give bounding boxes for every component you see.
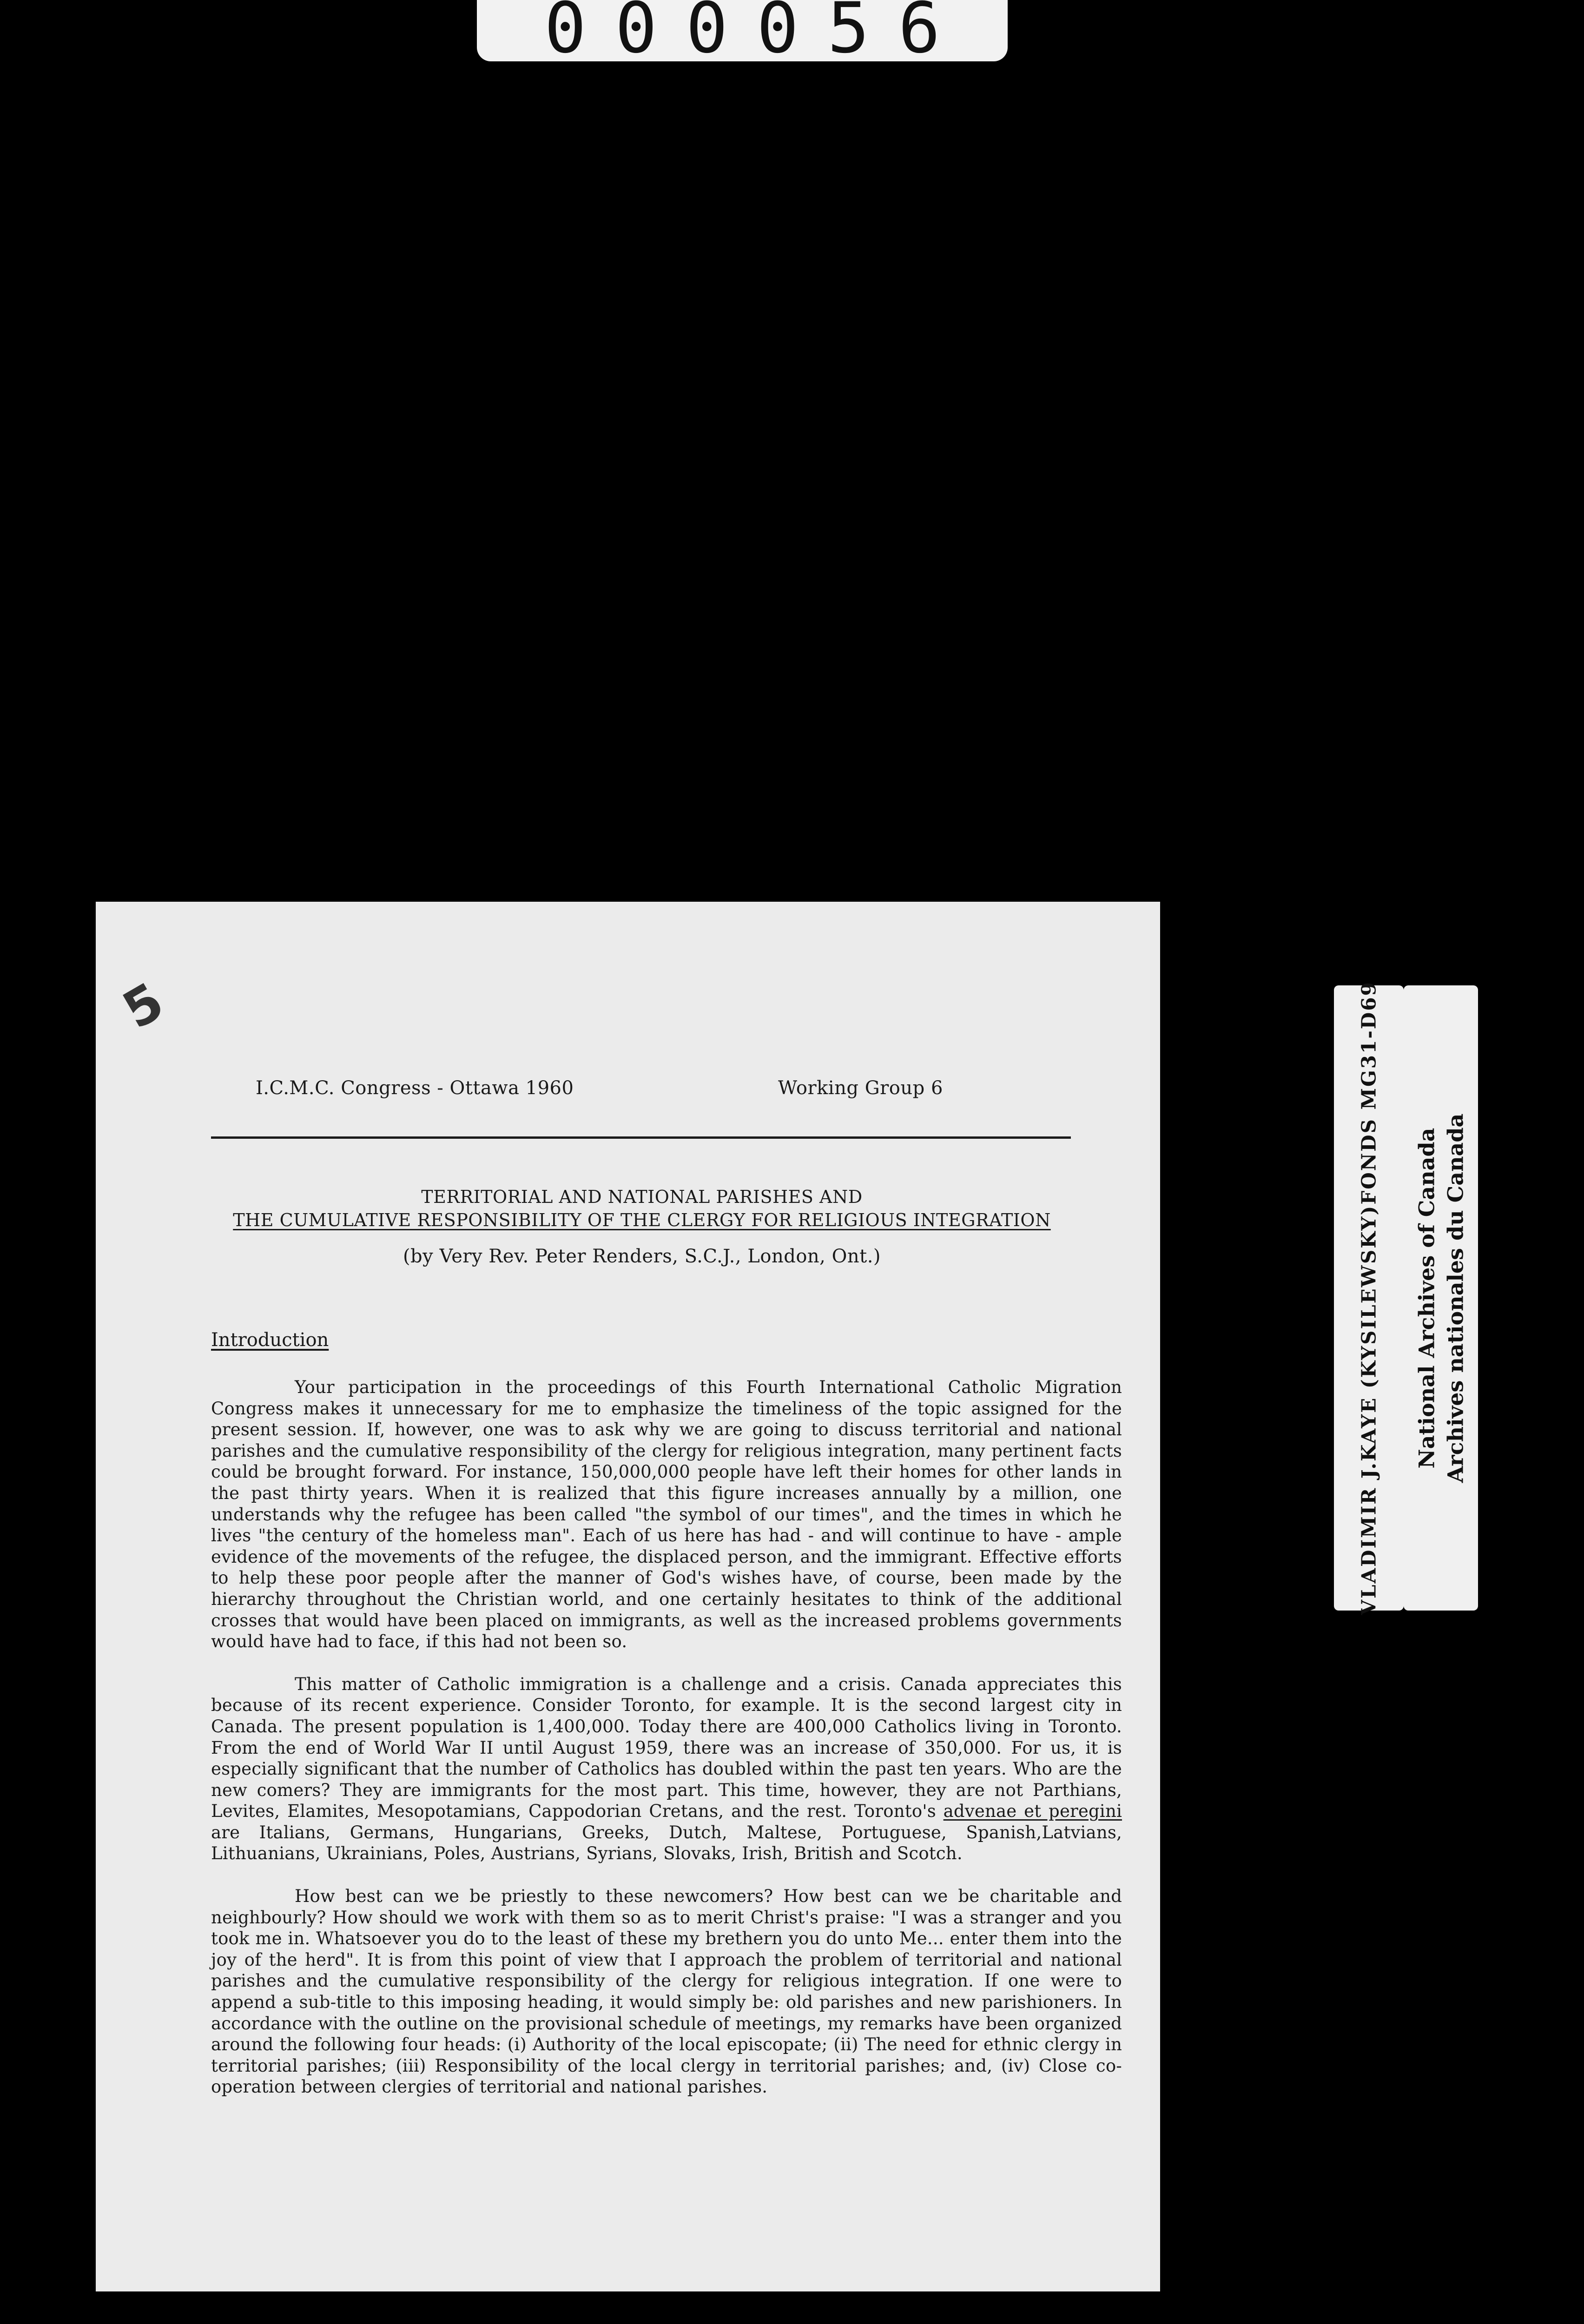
archives-label-text: [1412, 1113, 1470, 1483]
section-heading-introduction: Introduction: [211, 1329, 329, 1351]
paragraph-2-part-2: are Italians, Germans, Hungarians, Greeks, Dutch, Maltese, Portuguese, Spanish,Latvians, Lithuanians, Ukrainians, Poles, Austrians, Syrians, Slovaks, Irish, British and Scotch.: [211, 1822, 1122, 1864]
working-group-label: Working Group 6: [778, 1077, 943, 1099]
document-title: [212, 1185, 1072, 1232]
document-page: [96, 902, 1160, 2291]
latin-phrase: advenae et peregini: [943, 1801, 1122, 1822]
header-divider: [211, 1136, 1071, 1139]
margin-mark: 5: [113, 971, 174, 1041]
fonds-label-text: VLADIMIR J.KAYE (KYSILEWSKY)FONDS MG31-D69: [1357, 981, 1380, 1615]
author-byline: (by Very Rev. Peter Renders, S.C.J., London, Ont.): [403, 1246, 881, 1267]
paragraph-2: [211, 1674, 1122, 1864]
frame-counter: [477, 0, 1008, 69]
paragraph-2-part-1: This matter of Catholic immigration is a challenge and a crisis. Canada appreciates this because of its recent experience. Consider Toronto, for example. It is the second largest city in Canada. The present population is 1,400,000. Today there are 400,000 Catholics living in Toronto. From the end of World War II until August 1959, there was an increase of 350,000. For us, it is especially significant that the number of Catholics has doubled within the past ten years. Who are the new comers? They are immigrants for the most part. This time, however, they are not Parthians, Levites, Elamites, Mesopotamians, Cappodorian Cretans, and the rest. Toronto's: [211, 1674, 1122, 1822]
title-line-1: TERRITORIAL AND NATIONAL PARISHES AND: [421, 1187, 863, 1207]
archives-label-french: Archives nationales du Canada: [1443, 1113, 1468, 1483]
frame-number: 000056: [544, 0, 969, 69]
archives-label-english: National Archives of Canada: [1414, 1128, 1439, 1468]
body-text: [211, 1377, 1122, 2119]
congress-label: I.C.M.C. Congress - Ottawa 1960: [256, 1077, 574, 1099]
fonds-label: [1334, 981, 1404, 1615]
paragraph-1: Your participation in the proceedings of this Fourth International Catholic Migration Congress makes it unnecessary for me to emphasize the timeliness of the topic assigned for the present session. If, however, one was to ask why we are going to discuss territorial and national parishes and the cumulative responsibility of the clergy for religious integration, many pertinent facts could be brought forward. For instance, 150,000,000 people have left their homes for other lands in the past thirty years. When it is realized that this figure increases annually by a million, one understands why the refugee has been called "the symbol of our times", and the times in which he lives "the century of the homeless man". Each of us here has had - and will continue to have - ample evidence of the movements of the refugee, the displaced person, and the immigrant. Effective efforts to help these poor people after the manner of God's wishes have, of course, been made by the hierarchy throughout the Christian world, and one certainly hesitates to think of the additional crosses that would have been placed on immigrants, as well as the increased problems governments would have had to face, if this had not been so.: [211, 1377, 1122, 1652]
archives-label: [1404, 985, 1478, 1611]
title-line-2: THE CUMULATIVE RESPONSIBILITY OF THE CLERGY FOR RELIGIOUS INTEGRATION: [233, 1210, 1051, 1230]
paragraph-3: How best can we be priestly to these newcomers? How best can we be charitable and neighbourly? How should we work with them so as to merit Christ's praise: "I was a stranger and you took me in. Whatsoever you do to the least of these my brethern you do unto Me... enter them into the joy of the herd". It is from this point of view that I approach the problem of territorial and national parishes and the cumulative responsibility of the clergy for religious integration. If one were to append a sub-title to this imposing heading, it would simply be: old parishes and new parishioners. In accordance with the outline on the provisional schedule of meetings, my remarks have been organized around the following four heads: (i) Authority of the local episcopate; (ii) The need for ethnic clergy in territorial parishes; (iii) Responsibility of the local clergy in territorial parishes; and, (iv) Close co-operation between clergies of territorial and national parishes.: [211, 1886, 1122, 2097]
